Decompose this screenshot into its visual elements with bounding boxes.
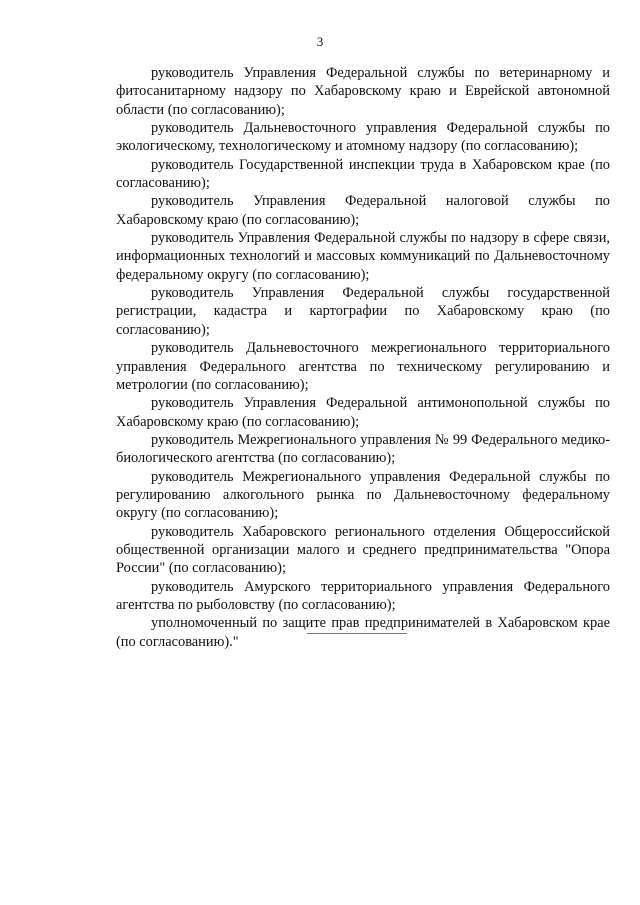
list-item: руководитель Управления Федеральной службы по надзору в сфере связи, информационных технологий и массовых коммуникаций по Дальневосточному федеральному округу (по согласованию);: [116, 230, 610, 283]
list-item: руководитель Управления Федеральной налоговой службы по Хабаровскому краю (по согласованию);: [116, 193, 610, 228]
end-divider: [307, 633, 407, 634]
list-item: руководитель Амурского территориального управления Федерального агентства по рыболовству (по согласованию);: [116, 578, 610, 613]
list-item: руководитель Управления Федеральной службы государственной регистрации, кадастра и картографии по Хабаровскому краю (по согласованию);: [116, 285, 610, 338]
list-item: руководитель Хабаровского регионального отделения Общероссийской общественной организации малого и среднего предпринимательства "Опора России" (по согласованию);: [116, 523, 610, 577]
list-item: уполномоченный по защите прав предпринимателей в Хабаровском крае (по согласованию).": [116, 615, 610, 650]
list-item: руководитель Межрегионального управления № 99 Федерального медико-биологического агентства (по согласованию);: [116, 431, 610, 467]
list-item: руководитель Государственной инспекции труда в Хабаровском крае (по согласованию);: [116, 156, 610, 192]
list-item: руководитель Межрегионального управления Федеральной службы по регулированию алкогольного рынка по Дальневосточному федеральному округу (по согласованию);: [116, 468, 610, 522]
list-item: руководитель Управления Федеральной службы по ветеринарному и фитосанитарному надзору по Хабаровскому краю и Еврейской автономной области (по согласованию);: [116, 65, 610, 118]
document-body: [116, 64, 610, 651]
list-item: руководитель Дальневосточного управления Федеральной службы по экологическому, технологическому и атомному надзору (по согласованию);: [116, 120, 610, 155]
list-item: руководитель Дальневосточного межрегионального территориального управления Федерального агентства по техническому регулированию и метрологии (по согласованию);: [116, 340, 610, 393]
list-item: руководитель Управления Федеральной антимонопольной службы по Хабаровскому краю (по согласованию);: [116, 395, 610, 430]
page-number: 3: [316, 34, 324, 49]
